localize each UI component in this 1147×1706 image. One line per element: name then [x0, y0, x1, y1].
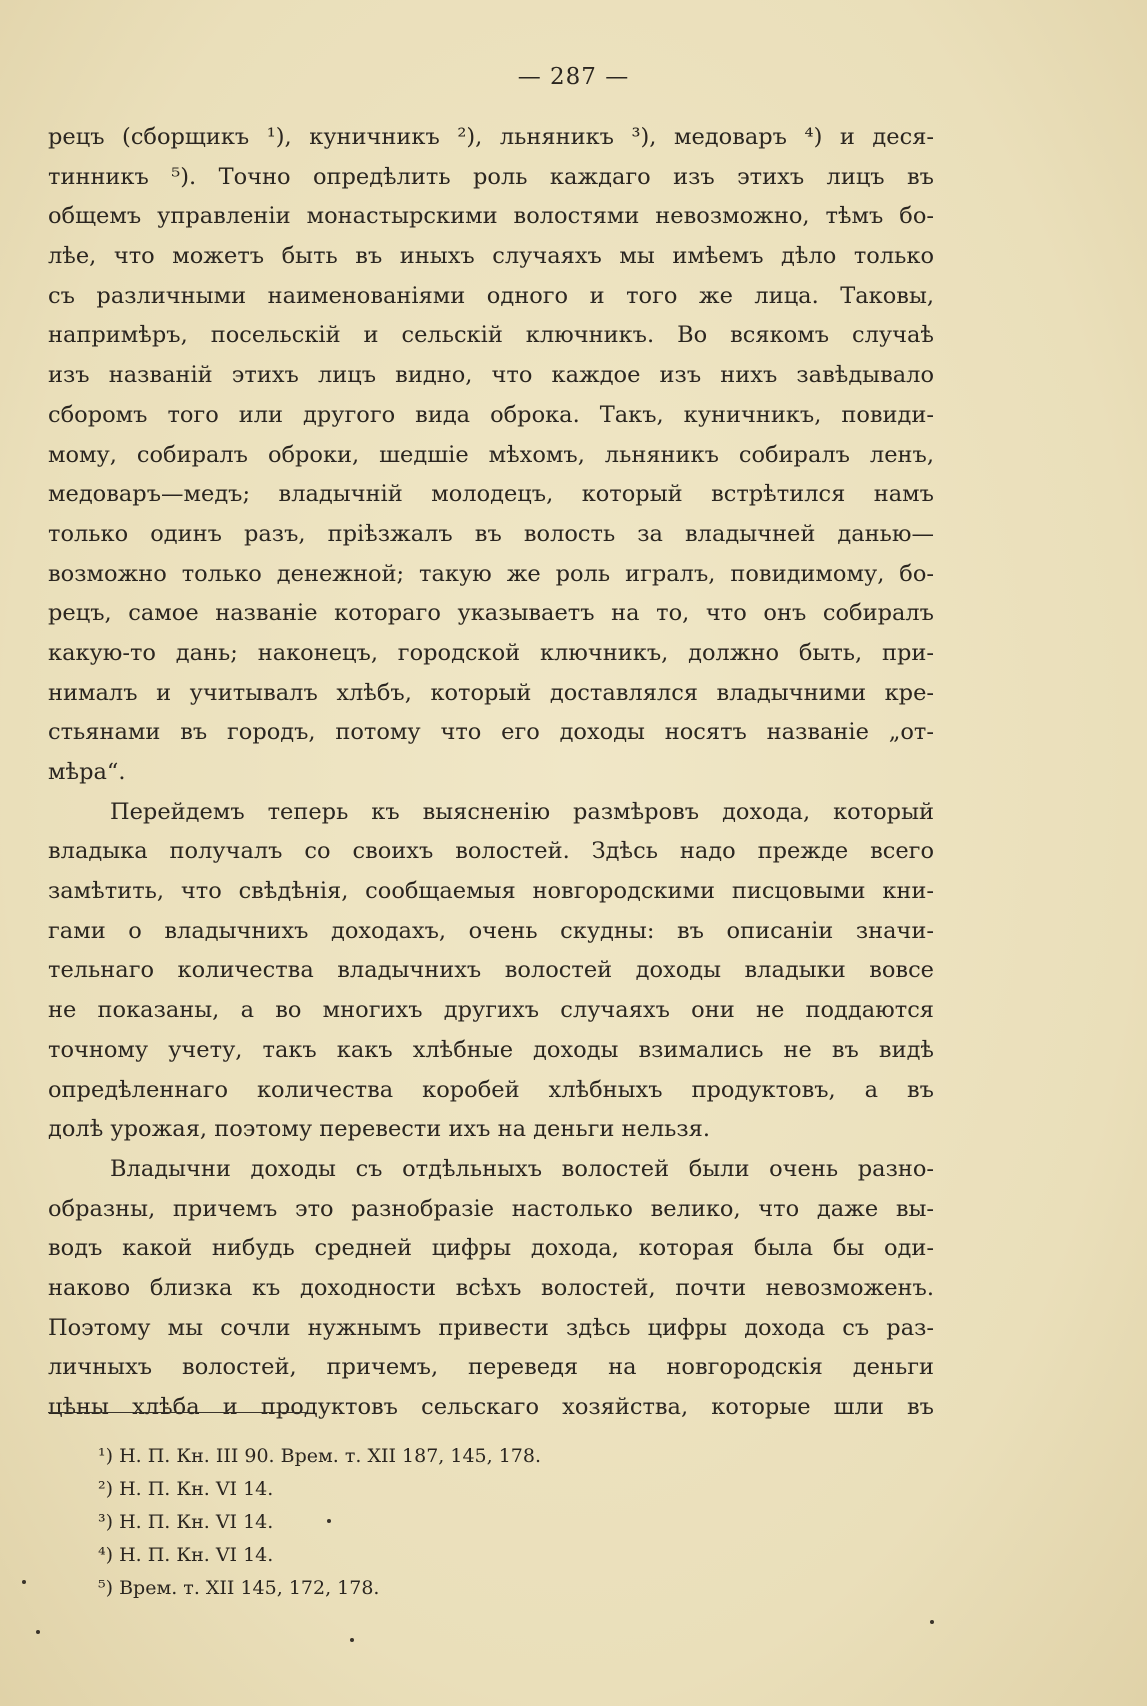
footnote	[98, 1539, 541, 1572]
text-line: напримѣръ, посельскій и сельскій ключникъ. Во всякомъ случаѣ	[48, 322, 934, 349]
footnote	[98, 1572, 541, 1605]
page-number: — 287 —	[517, 64, 630, 90]
print-speck	[36, 1630, 40, 1634]
main-text	[48, 118, 934, 1428]
text-line: наково близка къ доходности всѣхъ волостей, почти невозможенъ.	[48, 1274, 934, 1301]
footnote	[98, 1440, 541, 1473]
text-line: лѣе, что можетъ быть въ иныхъ случаяхъ мы имѣемъ дѣло только	[48, 243, 934, 270]
footnote-mark: ³)	[98, 1511, 114, 1533]
footnote-divider	[48, 1412, 306, 1413]
text-line: владыка получалъ со своихъ волостей. Здѣсь надо прежде всего	[48, 838, 934, 865]
text-line: рецъ (сборщикъ ¹), куничникъ ²), льняникъ ³), медоваръ ⁴) и деся-	[48, 124, 934, 150]
footnote-mark: ¹)	[98, 1445, 114, 1467]
text-line: водъ какой нибудь средней цифры дохода, которая была бы оди-	[48, 1235, 934, 1262]
text-line: медоваръ—медъ; владычній молодецъ, который встрѣтился намъ	[48, 481, 934, 508]
print-speck	[350, 1638, 354, 1642]
text-line: цѣны хлѣба и продуктовъ сельскаго хозяйства, которые шли въ	[48, 1394, 934, 1420]
text-line: Перейдемъ теперь къ выясненію размѣровъ дохода, который	[110, 798, 934, 825]
text-line: сборомъ того или другого вида оброка. Такъ, куничникъ, повиди-	[48, 401, 934, 428]
text-line: рецъ, самое названіе котораго указываетъ на то, что онъ собиралъ	[48, 600, 934, 627]
footnote	[98, 1506, 541, 1539]
print-speck	[22, 1580, 26, 1584]
text-line: изъ названій этихъ лицъ видно, что каждое изъ нихъ завѣдывало	[48, 362, 934, 389]
text-line: возможно только денежной; такую же роль игралъ, повидимому, бо-	[48, 560, 934, 587]
text-line: Владычни доходы съ отдѣльныхъ волостей были очень разно-	[110, 1155, 934, 1182]
footnote-text: Н. П. Кн. VI 14.	[119, 1544, 274, 1566]
text-line: гами о владычнихъ доходахъ, очень скудны: въ описаніи значи-	[48, 917, 934, 944]
text-line: Поэтому мы сочли нужнымъ привести здѣсь цифры дохода съ раз-	[48, 1314, 934, 1341]
text-line: съ различными наименованіями одного и того же лица. Таковы,	[48, 282, 934, 309]
text-line: тельнаго количества владычнихъ волостей доходы владыки вовсе	[48, 957, 934, 984]
text-line: личныхъ волостей, причемъ, переведя на новгородскія деньги	[48, 1354, 934, 1381]
footnote	[98, 1473, 541, 1506]
text-line: образны, причемъ это разнобразіе настолько велико, что даже вы-	[48, 1195, 934, 1222]
print-speck	[327, 1519, 331, 1523]
text-line: только одинъ разъ, пріѣзжалъ въ волость за владычней данью—	[48, 520, 934, 547]
text-line: точному учету, такъ какъ хлѣбные доходы взимались не въ видѣ	[48, 1036, 934, 1063]
text-line: замѣтить, что свѣдѣнія, сообщаемыя новгородскими писцовыми кни-	[48, 878, 934, 905]
print-speck	[930, 1620, 934, 1624]
footnote-text: Н. П. Кн. VI 14.	[119, 1478, 274, 1500]
text-line: опредѣленнаго количества коробей хлѣбныхъ продуктовъ, а въ	[48, 1076, 934, 1103]
text-line: мѣра“.	[48, 759, 126, 785]
footnote-text: Врем. т. XII 145, 172, 178.	[119, 1577, 380, 1599]
text-line: тинникъ ⁵). Точно опредѣлить роль каждаго изъ этихъ лицъ въ	[48, 163, 934, 190]
text-line: нималъ и учитывалъ хлѣбъ, который доставлялся владычними кре-	[48, 679, 934, 706]
text-line: не показаны, а во многихъ другихъ случаяхъ они не поддаются	[48, 997, 934, 1024]
footnote-text: Н. П. Кн. III 90. Врем. т. XII 187, 145, 178.	[119, 1445, 542, 1467]
text-line: мому, собиралъ оброки, шедшіе мѣхомъ, льняникъ собиралъ ленъ,	[48, 441, 934, 468]
footnote-text: Н. П. Кн. VI 14.	[119, 1511, 274, 1533]
footnote-mark: ²)	[98, 1478, 114, 1500]
text-line: стьянами въ городъ, потому что его доходы носятъ названіе „от-	[48, 719, 934, 746]
footnote-mark: ⁴)	[98, 1544, 114, 1566]
text-line: долѣ урожая, поэтому перевести ихъ на деньги нельзя.	[48, 1116, 710, 1143]
footnote-mark: ⁵)	[98, 1577, 114, 1599]
text-line: общемъ управленіи монастырскими волостями невозможно, тѣмъ бо-	[48, 203, 934, 230]
text-line: какую-то дань; наконецъ, городской ключникъ, должно быть, при-	[48, 639, 934, 666]
footnotes	[98, 1440, 541, 1605]
